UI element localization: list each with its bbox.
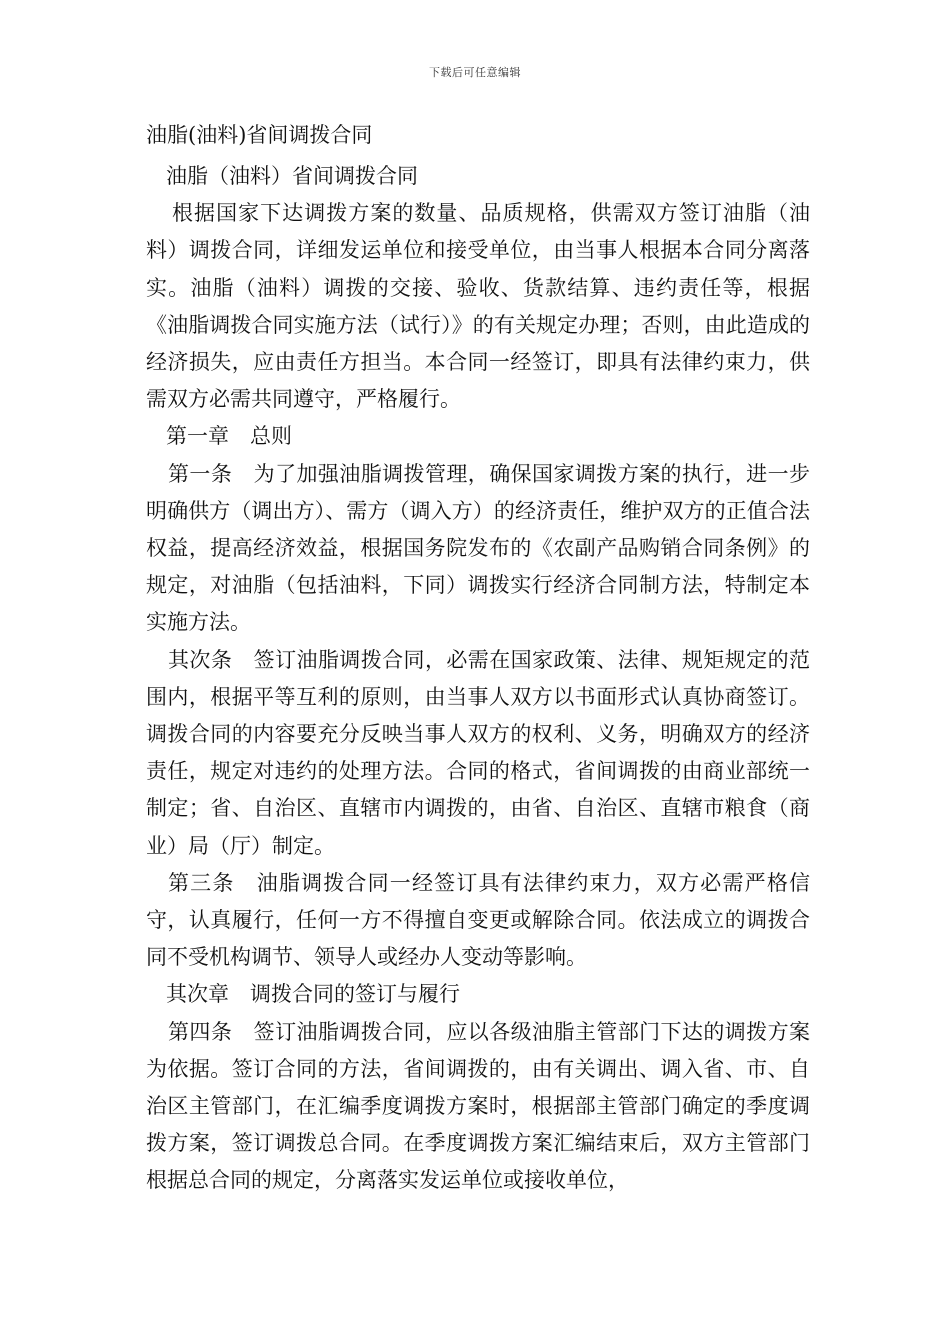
- document-title: 油脂(油料)省间调拨合同: [146, 123, 373, 147]
- intro-paragraph: 根据国家下达调拨方案的数量、品质规格，供需双方签订油脂（油料）调拨合同，详细发运单位和接受单位，由当事人根据本合同分离落实。油脂（油料）调拨的交接、验收、货款结算、违约责任等，根据《油脂调拨合同实施方法（试行）》的有关规定办理；否则，由此造成的经济损失，应由责任方担当。本合同一经签订，即具有法律约束力，供需双方必需共同遵守，严格履行。: [146, 201, 810, 412]
- document-body: [146, 158, 810, 1200]
- article-4: 第四条 签订油脂调拨合同，应以各级油脂主管部门下达的调拨方案为依据。签订合同的方法，省间调拨的，由有关调出、调入省、市、自治区主管部门，在汇编季度调拨方案时，根据部主管部门确定的季度调拨方案，签订调拨总合同。在季度调拨方案汇编结束后，双方主管部门根据总合同的规定，分离落实发运单位或接收单位，: [146, 1019, 810, 1193]
- article-1: 第一条 为了加强油脂调拨管理，确保国家调拨方案的执行，进一步明确供方（调出方）、需方（调入方）的经济责任，维护双方的正值合法权益，提高经济效益，根据国务院发布的《农副产品购销合同条例》的规定，对油脂（包括油料，下同）调拨实行经济合同制方法，特制定本实施方法。: [146, 461, 810, 635]
- document-subtitle: 油脂（油料）省间调拨合同: [166, 164, 418, 188]
- page-header: 下载后可任意编辑: [429, 66, 521, 79]
- chapter-heading-1: 第一章 总则: [166, 424, 292, 449]
- article-2: 其次条 签订油脂调拨合同，必需在国家政策、法律、规矩规定的范围内，根据平等互利的原则，由当事人双方以书面形式认真协商签订。调拨合同的内容要充分反映当事人双方的权利、义务，明确双方的经济责任，规定对违约的处理方法。合同的格式，省间调拨的由商业部统一制定；省、自治区、直辖市内调拨的，由省、自治区、直辖市粮食（商业）局（厅）制定。: [146, 647, 810, 858]
- article-3: 第三条 油脂调拨合同一经签订具有法律约束力，双方必需严格信守，认真履行，任何一方不得擅自变更或解除合同。依法成立的调拨合同不受机构调节、领导人或经办人变动等影响。: [146, 870, 810, 970]
- chapter-heading-2: 其次章 调拨合同的签订与履行: [166, 982, 460, 1007]
